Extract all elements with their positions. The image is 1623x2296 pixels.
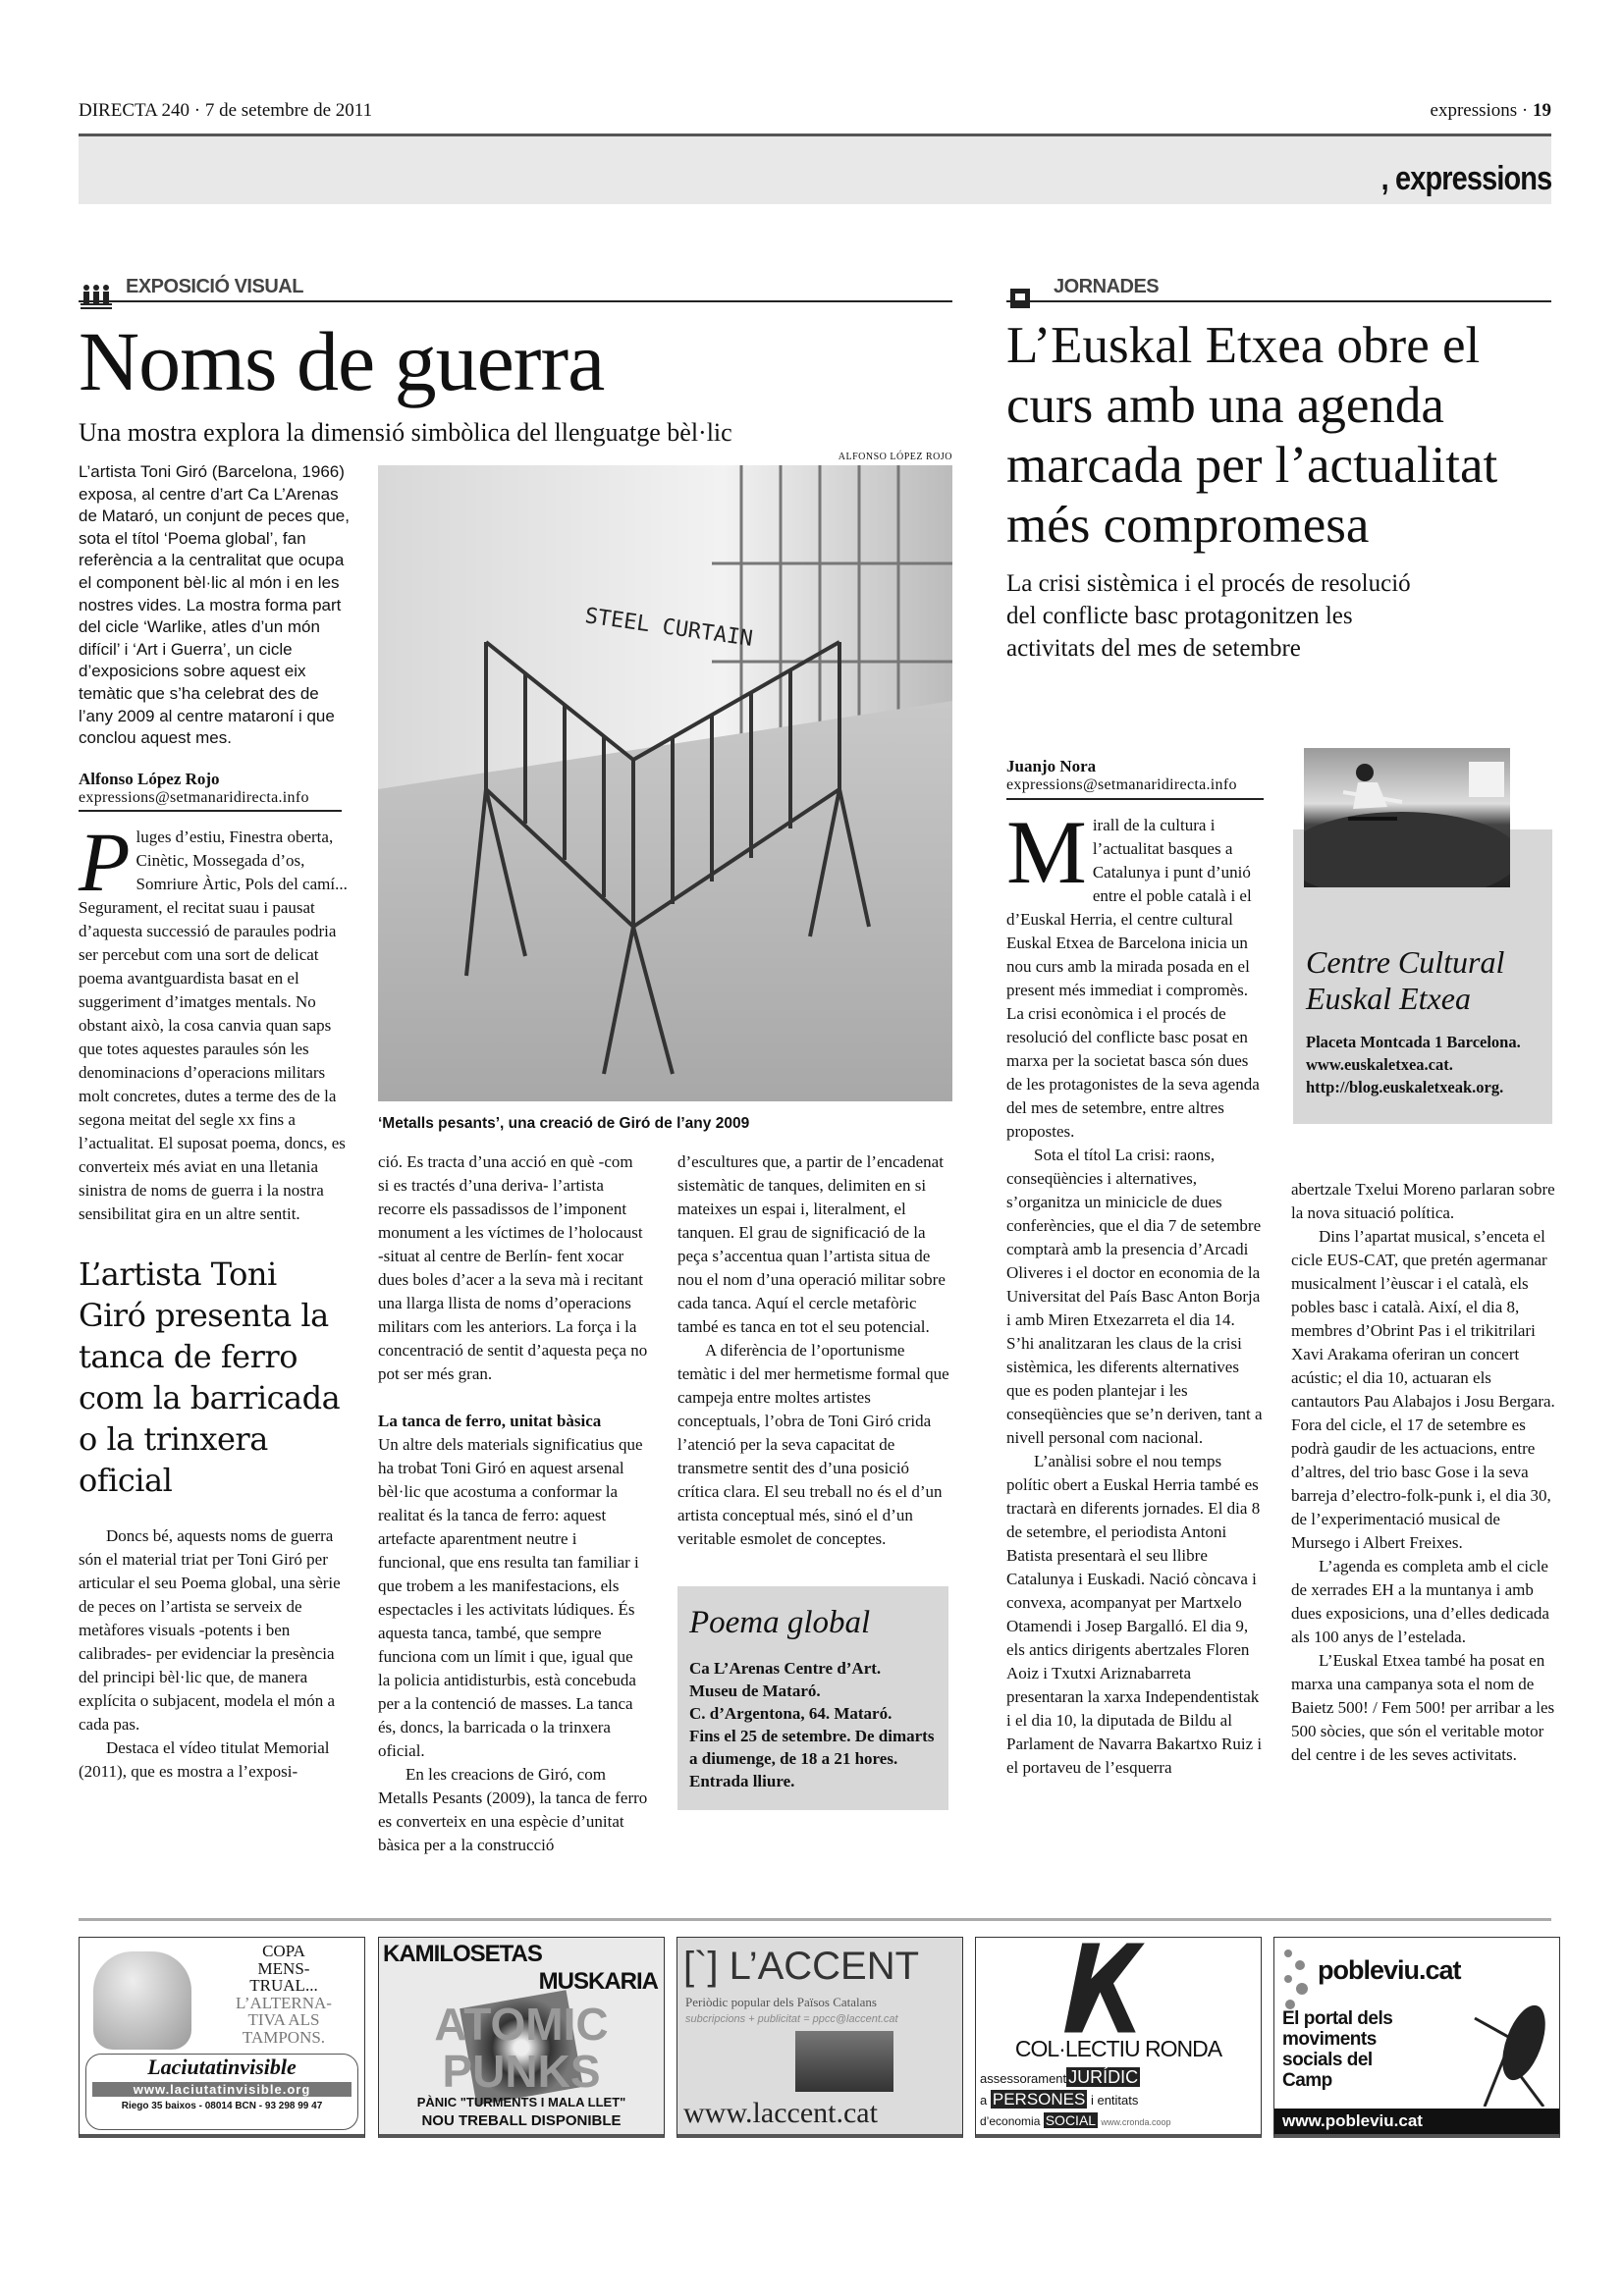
pull-quote: L’artista Toni Giró presenta la tanca de ferro com la barricada o la trinxera oficial <box>79 1255 341 1499</box>
ad-text: SOCIAL <box>1045 2112 1097 2128</box>
column-3 <box>677 1150 952 1810</box>
paragraph: Dins l’apartat musical, s’enceta el cicle EUS-CAT, que pretén agermanar musicalment l’èuscar i el català, els pobles basc i català. Així, el dia 8, membres d’Obrint Pas i el trikitrilari Xavi Arakama oferiran un concert acústic; el dia 10, actuaran els cantautors Pau Alabajos i Josu Bergara. Fora del cicle, el 17 de setembre es podrà gaudir de les actuacions, entre d’altres, del trio basc Gose i la seva barreja d’electro-folk-punk i, el dia 30, de l’experimentació musical de Mursego i Albert Freixes. <box>1291 1227 1555 1552</box>
ad-laccent[interactable] <box>676 1937 963 2138</box>
satellite-dish-icon <box>1465 1999 1553 2107</box>
ad-title: KAMILOSETAS <box>383 1941 542 1967</box>
ad-url[interactable]: www.cronda.coop <box>1101 2117 1171 2127</box>
ad-text: PERSONES <box>992 2090 1086 2109</box>
ad-url[interactable]: www.pobleviu.cat <box>1274 2109 1559 2134</box>
paragraph: L’anàlisi sobre el nou temps polític obert a Euskal Herria també es tractarà en diferents jornades. El dia 8 de setembre, el periodista Antoni Batista presentarà el seu llibre Catalunya i Euskadi. Nació còncava i convexa, acompanyat per Martxelo Otamendi i Josep Bargalló. El dia 9, els antics dirigents abertzales Floren Aoiz i Txutxi Ariznabarreta presentaran la xarxa Independentistak i el dia 10, la diputada de Bildu al Parlament de Navarra Bakartxo Ruiz i el portaveu de l’esquerra <box>1006 1452 1263 1777</box>
ad-title: pobleviu.cat <box>1318 1955 1461 1985</box>
paragraph: irall de la cultura i l’actualitat basques a Catalunya i punt d’unió entre el poble català i el d’Euskal Herria, el centre cultural Euskal Etxea de Barcelona inicia un nou curs amb la mirada posada en el present més immediat i compromès. La crisi econòmica i el procés de resolució del conflicte basc posat en marxa per la societat basca són dues de les protagonistes de la seva agenda del mes de setembre, entre altres propostes. <box>1006 816 1260 1141</box>
drop-cap: P <box>79 814 131 909</box>
ad-text: MENS- <box>257 1958 310 1978</box>
paragraph: d’escultures que, a partir de l’encadenat sistemàtic de tanques, delimiten en si mateixes un espai i, literalment, el tanquen. El grau de significació de la peça s’accentua quan l’artista situa de nou el nom d’una operació militar sobre cada tanca. Aquí el cercle metafòric també es tanca en tot el seu potencial. <box>677 1152 946 1336</box>
ad-text: JURÍDIC <box>1068 2067 1139 2087</box>
info-line: Museu de Mataró. <box>689 1682 821 1700</box>
photo-sign-text: STEEL CURTAIN <box>583 604 755 652</box>
section-name: expressions · <box>1430 100 1529 121</box>
article-intro: L’artista Toni Giró (Barcelona, 1966) exposa, al centre d’art Ca L’Arenas de Mataró, un conjunt de peces que, sota el títol ‘Poema global’, fan referència a la centralitat que ocupa el component bèl·lic al món i en les nostres vides. La mostra forma part del cicle ‘Warlike, atles d’un món difícil’ i ‘Art i Guerra’, un cicle d’exposicions sobre aquest eix temàtic que s’ha celebrat des de l’any 2009 al centre mataroní i que conclou aquest mes. <box>79 462 350 748</box>
ronda-logo-icon <box>1064 1943 1163 2033</box>
author-email[interactable]: expressions@setmanaridirecta.info <box>1006 776 1264 800</box>
ad-text: a <box>980 2093 988 2108</box>
ad-text: COPA <box>262 1942 305 1960</box>
paragraph: ció. Es tracta d’una acció en què -com si es tractés d’una deriva- l’artista recorre els passadissos de l’imponent monument a les víctimes de l’holocaust -situat al centre de Berlín- fent xocar dues boles d’acer a la seva mà i recitant una llarga llista de noms d’operacions militars com les anteriors. La força i la concentració de sentit d’aquesta peça no pot ser més gran. <box>378 1152 648 1383</box>
info-line: Placeta Montcada 1 Barcelona. <box>1306 1033 1521 1051</box>
issue-date: DIRECTA 240 · 7 de setembre de 2011 <box>79 100 373 121</box>
info-line[interactable]: http://blog.euskaletxeak.org. <box>1306 1078 1504 1096</box>
info-line: Fins el 25 de setembre. De dimarts a diumenge, de 18 a 21 hores. Entrada lliure. <box>689 1727 935 1790</box>
paragraph: Destaca el vídeo titulat Memorial (2011), que es mostra a l’exposi- <box>79 1737 330 1781</box>
paragraph: abertzale Txelui Moreno parlaran sobre la nova situació política. <box>1291 1180 1555 1222</box>
ad-text: assessorament <box>980 2071 1067 2086</box>
article-photo <box>378 465 952 1101</box>
paragraph: Sota el títol La crisi: raons, conseqüències i alternatives, s’organitza un minicicle de dues conferències, que el dia 7 de setembre comptarà amb la presencia d’Arcadi Oliveres i el doctor en economia de la Universitat del País Basc Anton Borja i amb Miren Etxezarreta el dia 14. S’hi analitzaran les claus de la crisi sistèmica, les diferents alternatives que es poden plantejar i les conseqüències que se’n deriven, tant a nivell personal com nacional. <box>1006 1146 1263 1447</box>
people-icon <box>79 283 114 312</box>
section-label-left <box>79 275 952 302</box>
ad-title: [`] L’ACCENT <box>683 1945 920 1988</box>
paragraph: Doncs bé, aquests noms de guerra són el material triat per Toni Giró per articular el seu Poema global, una sèrie de peces on l’artista se serveix de metàfores visuals -potents i ben calibrades- per evidenciar la presència del principi bèl·lic que, de manera explícita o subjacent, modela el món a cada pas. <box>79 1525 341 1734</box>
ads-divider <box>79 1918 1551 1921</box>
paragraph: Un altre dels materials significatius que ha trobat Toni Giró en aquest arsenal bèl·lic que acostuma a conformar la realitat és la tanca de ferro: aquest artefacte aparentment neutre i funcional, que ens resulta tan familiar i que trobem a les manifestacions, els espectacles i les activitats lúdiques. És aquesta tanca, també, que sempre funciona com un límit i que, igual que la policia antidisturbis, està concebuda per a la contenció de masses. La tanca és, doncs, la barricada o la trinxera oficial. <box>378 1435 643 1760</box>
section-label: JORNADES <box>1054 276 1160 297</box>
ad-address: Riego 35 baixos - 08014 BCN - 93 298 99 47 <box>121 2101 323 2111</box>
ad-brand: Laciutatinvisible <box>147 2055 297 2079</box>
paragraph: L’Euskal Etxea també ha posat en marxa una campanya sota el nom de Baietz 500! / Fem 500! per arribar a les 500 sòcies, que són el veritable motor del centre i de les seves activitats. <box>1291 1651 1555 1764</box>
article-subtitle: Una mostra explora la dimensió simbòlica del llenguatge bèl·lic <box>79 418 732 447</box>
ad-text: TIVA ALS <box>247 2010 320 2029</box>
author-name: Juanjo Nora <box>1006 757 1097 775</box>
info-box-content <box>1306 944 1551 1098</box>
printing-press-image <box>795 2031 893 2092</box>
column-2 <box>378 1150 648 1857</box>
page-number <box>1431 100 1551 122</box>
author-name: Alfonso López Rojo <box>79 769 220 788</box>
photo-caption: ‘Metalls pesants’, una creació de Giró de l’any 2009 <box>378 1115 750 1132</box>
ad-text: i entitats <box>1090 2093 1139 2108</box>
ad-title: COL·LECTIU RONDA <box>1014 2036 1222 2061</box>
paragraph: A diferència de l’oportunisme temàtic i del mer hermetisme formal que campeja entre moltes artistes conceptuals, l’obra de Toni Giró crida l’atenció per la seva capacitat de transmetre sentit des d’una posició crítica clara. El seu treball no és el d’un artista conceptual més, sinó el d’un veritable esmolet de conceptes. <box>677 1341 949 1548</box>
ad-bg-text: ATOMIC PUNKS <box>434 1999 609 2097</box>
drop-cap: M <box>1006 802 1087 902</box>
section-band <box>79 133 1551 204</box>
ad-kamilosetas-muskaria[interactable] <box>378 1937 665 2138</box>
section-label-right <box>1006 275 1551 302</box>
ad-text: TAMPONS. <box>242 2027 326 2047</box>
ad-text: L’ALTERNA- <box>236 1993 332 2012</box>
article-title: Noms de guerra <box>79 314 605 408</box>
paragraph: L’agenda es completa amb el cicle de xerrades EH a la muntanya i amb dues exposicions, una d’elles dedicada als 100 anys de l’estelada. <box>1291 1557 1549 1646</box>
ad-url[interactable]: www.laccent.cat <box>683 2097 878 2129</box>
section-label: EXPOSICIÓ VISUAL <box>126 276 303 297</box>
section-band-title: , expressions <box>1380 160 1551 197</box>
dots-logo-icon <box>1280 1946 1310 2014</box>
info-line: C. d’Argentona, 64. Mataró. <box>689 1704 893 1723</box>
paragraph: En les creacions de Giró, com Metalls Pesants (2009), la tanca de ferro es converteix en una espècie d’unitat bàsica per a la construcció <box>378 1765 648 1854</box>
info-line: Ca L’Arenas Centre d’Art. <box>689 1659 882 1678</box>
column-b <box>1291 1178 1556 1767</box>
ad-text: TRUAL... <box>249 1976 318 1995</box>
article-title: L’Euskal Etxea obre el curs amb una agenda marcada per l’actualitat més compromesa <box>1006 317 1498 554</box>
ad-text: Periòdic popular dels Països Catalans <box>685 1995 877 2009</box>
info-box-title: Poema global <box>689 1605 871 1640</box>
subheading: La tanca de ferro, unitat bàsica <box>378 1412 602 1430</box>
ad-collectiu-ronda[interactable] <box>975 1937 1262 2138</box>
ad-pobleviu[interactable] <box>1273 1937 1560 2138</box>
ad-text: d’economia <box>980 2114 1041 2128</box>
intro-block <box>79 461 355 1784</box>
ad-text: subcripcions + publicitat = ppcc@laccent.cat <box>685 2013 898 2025</box>
ad-url: www.laciutatinvisible.org <box>92 2082 352 2097</box>
article-deck: La crisi sistèmica i el procés de resolució del conflicte basc protagonitzen les activitats del mes de setembre <box>1006 570 1411 662</box>
ad-text: NOU TREBALL DISPONIBLE <box>421 2112 622 2129</box>
author-email[interactable]: expressions@setmanaridirecta.info <box>79 789 342 812</box>
ad-text: El portal dels moviments socials del Camp <box>1282 2008 1393 2091</box>
ticket-icon <box>1006 283 1042 312</box>
right-head-block <box>1006 316 1556 665</box>
ad-illustration <box>93 1951 191 2050</box>
page-num: 19 <box>1533 100 1551 121</box>
column-1 <box>79 814 350 1784</box>
info-line[interactable]: www.euskaletxea.cat. <box>1306 1055 1453 1074</box>
ad-title: MUSKARIA <box>538 1968 658 1995</box>
info-box-poema-global <box>677 1586 948 1810</box>
ad-laciutatinvisible[interactable] <box>79 1937 365 2138</box>
ad-text: PÀNIC "TURMENTS I MALA LLET" <box>416 2095 626 2109</box>
column-a <box>1006 757 1267 1780</box>
euskal-etxea-photo <box>1304 748 1510 887</box>
paragraph: luges d’estiu, Finestra oberta, Cinètic, Mossegada d’os, Somriure Àrtic, Pols del camí... Segurament, el recitat suau i pausat d’aquesta successió de paraules podria ser percebut com una sort de delicat poema avantguardista basat en el suggeriment d’imatges mentals. No obstant això, la cosa canvia quan saps que totes aquestes paraules són les denominacions d’operacions militars molt concretes, dutes a terme des de la segona meitat del segle xx fins a l’actualitat. El suposat poema, doncs, es converteix més aviat en una lletania sinistra de noms de guerra i la nostra sensibilitat gira en un altre sentit. <box>79 827 348 1223</box>
photo-credit: ALFONSO LÓPEZ ROJO <box>838 452 952 462</box>
info-box-title: Centre Cultural Euskal Etxea <box>1306 944 1505 1016</box>
